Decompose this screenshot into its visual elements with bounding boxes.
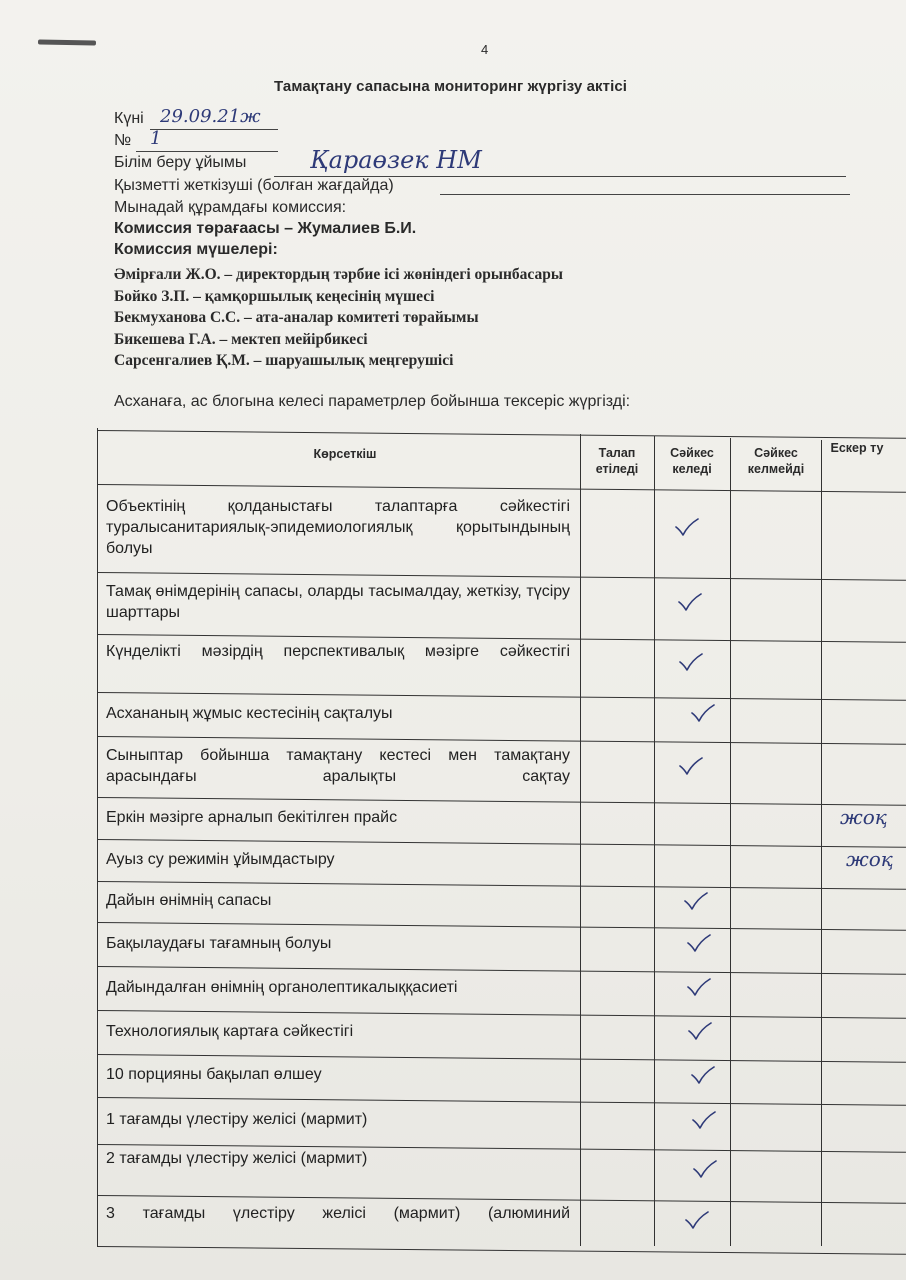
row-indicator-text: 10 порцияны бақылап өлшеу — [106, 1066, 322, 1083]
org-label: Білім беру ұйымы — [114, 154, 247, 171]
table-rule — [97, 1010, 906, 1019]
checkmark-icon — [686, 934, 712, 954]
table-rule — [97, 736, 906, 745]
row-indicator-text: 3 тағамды үлестіру желісі (мармит) (алюминий — [106, 1205, 570, 1222]
row-indicator-text: Күнделікті мәзірдің перспективалық мәзірге сәйкестігі — [106, 643, 570, 660]
checkmark-icon — [677, 593, 703, 613]
member-3: Бекмуханова С.С. – ата-аналар комитеті төрайымы — [114, 309, 479, 326]
header-note: Ескер ту — [830, 441, 884, 455]
checkmark-icon — [678, 653, 704, 673]
member-5: Сарсенгалиев Қ.М. – шаруашылық меңгерушісі — [114, 352, 454, 369]
row-indicator-text: Тамақ өнімдерінің сапасы, оларды тасымалдау, жеткізу, түсіру шарттары — [106, 583, 570, 621]
tape-mark — [38, 39, 96, 45]
row-indicator-text: 1 тағамды үлестіру желісі (мармит) — [106, 1111, 368, 1128]
header-indicator: Көрсеткіш — [313, 447, 377, 461]
row-indicator-text: Дайын өнімнің сапасы — [106, 892, 272, 909]
supplier-label: Қызметті жеткізуші (болған жағдайда) — [114, 177, 394, 194]
table-rule — [97, 692, 906, 701]
number-value: 1 — [150, 128, 162, 149]
org-value: Қараөзек НМ — [310, 146, 482, 174]
row-indicator-text: Бақылаудағы тағамның болуы — [106, 934, 332, 952]
table-rule — [97, 572, 906, 581]
document-title: Тамақтану сапасына мониторинг жүргізу актісі — [274, 78, 628, 95]
table-rule — [97, 797, 906, 806]
header-noncompliant: Сәйкес келмейді — [747, 446, 805, 476]
table-rule — [97, 839, 906, 848]
checkmark-icon — [690, 1066, 716, 1086]
checkmark-icon — [683, 892, 709, 912]
row-indicator-text: Сыныптар бойынша тамақтану кестесі мен тамақтану арасындағы аралықты сақтау — [106, 746, 570, 785]
checkmark-icon — [691, 1111, 717, 1131]
date-label: Күні — [114, 110, 144, 127]
row-indicator-text: Еркін мәзірге арналып бекітілген прайс — [106, 808, 398, 826]
checkmark-icon — [684, 1211, 710, 1231]
table-rule — [97, 966, 906, 975]
commission-intro: Мынадай құрамдағы комиссия: — [114, 199, 347, 216]
checkmark-icon — [674, 518, 700, 538]
table-rule — [97, 430, 906, 439]
checkmark-icon — [686, 978, 712, 998]
member-4: Бикешева Г.А. – мектеп мейірбикесі — [114, 331, 368, 348]
row-indicator-text: 2 тағамды үлестіру желісі (мармит) — [106, 1150, 368, 1167]
member-1: Әмірғали Ж.О. – директордың тәрбие ісі жөніндегі орынбасары — [114, 266, 563, 283]
commission-chair: Комиссия төрағаасы – Жумалиев Б.И. — [114, 220, 417, 237]
row-indicator-text: Ауыз су режимін ұйымдастыру — [106, 850, 335, 868]
member-2: Бойко З.П. – қамқоршылық кеңесінің мүшесі — [114, 288, 435, 305]
row-indicator-text: Асхананың жұмыс кестесінің сақталуы — [106, 704, 393, 722]
page-number: 4 — [481, 42, 489, 57]
table-rule — [97, 922, 906, 931]
inspection-intro: Асханаға, ас блогына келесі параметрлер бойынша тексеріс жүргізді: — [114, 393, 631, 410]
row-note: жоқ — [846, 847, 893, 871]
table-rule — [97, 1054, 906, 1063]
header-compliant: Сәйкес келеді — [670, 446, 714, 476]
supplier-underline — [440, 194, 850, 195]
date-value: 29.09.21ж — [160, 106, 261, 127]
table-rule — [97, 484, 906, 493]
number-label: № — [114, 132, 132, 149]
date-underline — [150, 129, 278, 130]
header-required: Талап етіледі — [595, 446, 639, 476]
checkmark-icon — [678, 757, 704, 777]
table-rule — [97, 1097, 906, 1106]
row-indicator-text: Объектінің қолданыстағы талаптарға сәйкестігі туралысанитариялық-эпидемиологиялық қорытындының болуы — [106, 497, 570, 557]
row-note: жоқ — [840, 805, 887, 829]
table-rule — [97, 1246, 906, 1255]
table-rule — [97, 881, 906, 890]
commission-members-label: Комиссия мүшелері: — [114, 241, 278, 258]
checkmark-icon — [690, 704, 716, 724]
row-indicator-text: Дайындалған өнімнің органолептикалыққасиеті — [106, 978, 458, 996]
row-indicator-text: Технологиялық картаға сәйкестігі — [106, 1022, 354, 1040]
checkmark-icon — [692, 1160, 718, 1180]
number-underline — [136, 151, 278, 152]
checkmark-icon — [687, 1022, 713, 1042]
